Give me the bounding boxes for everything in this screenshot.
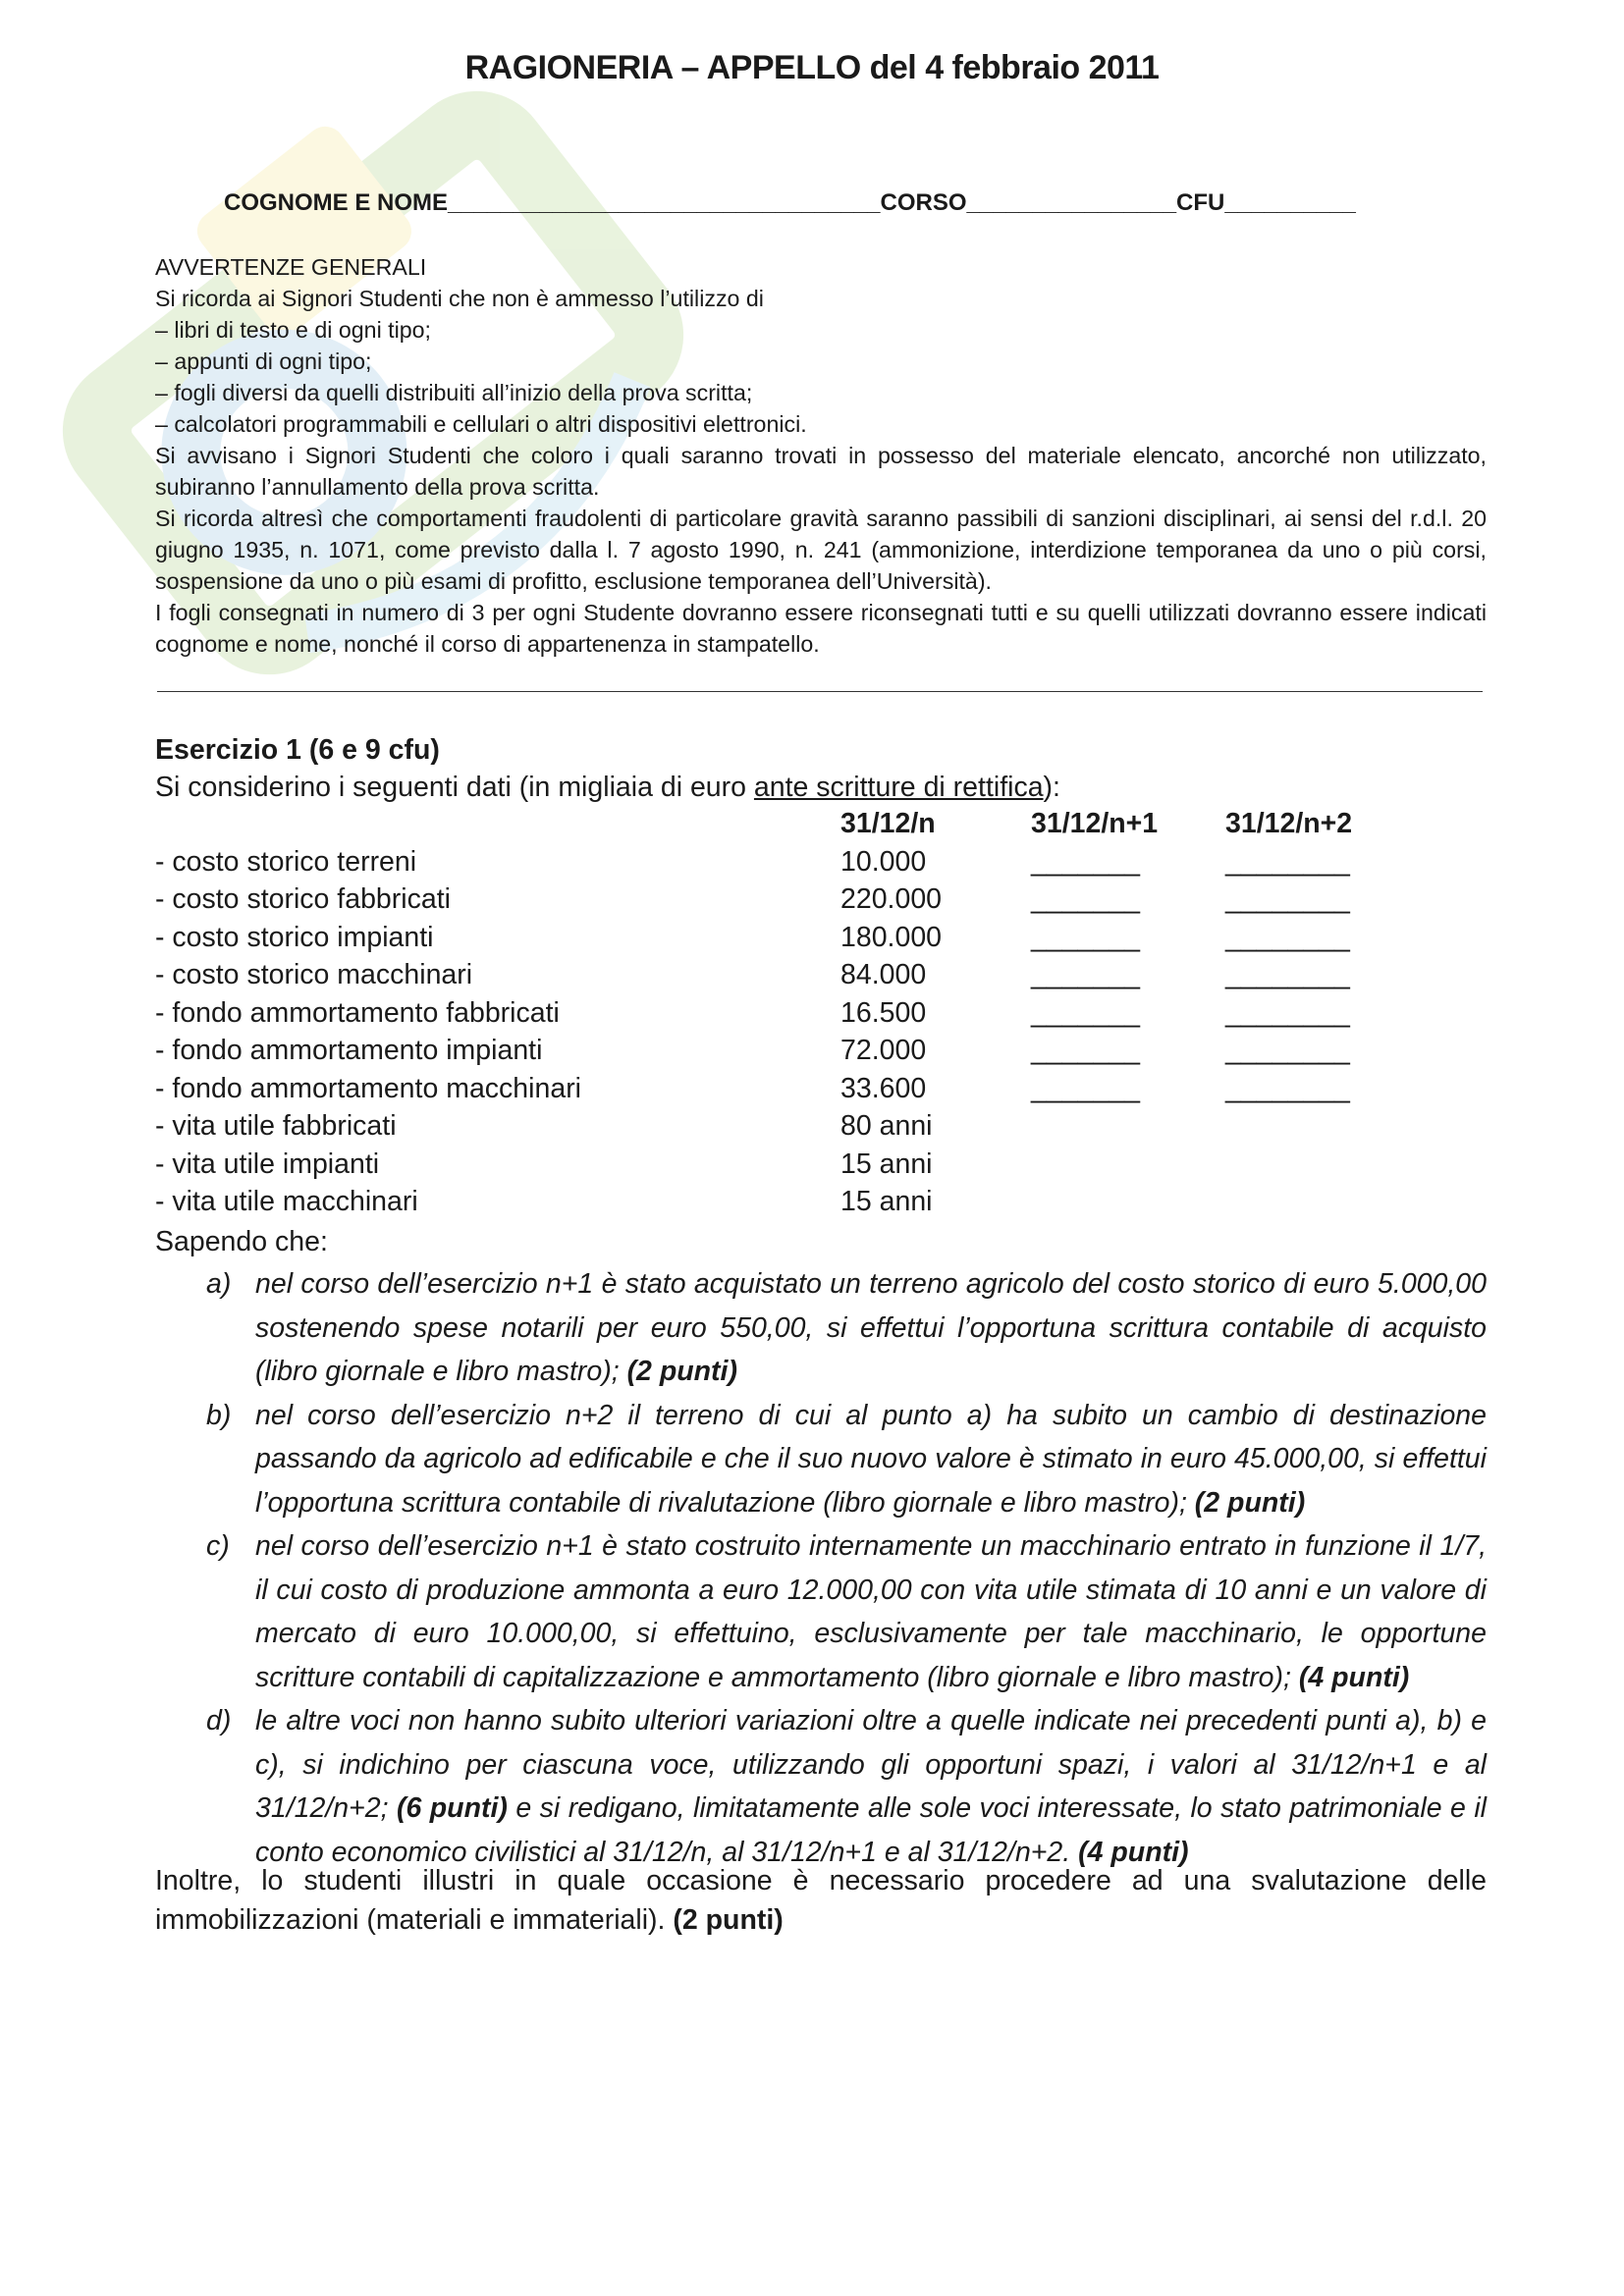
warning-paragraph: Si ricorda altresì che comportamenti fraudolenti di particolare gravità saranno passibili di sanzioni disciplinari, ai sensi del r.d.l. 20 giugno 1935, n. 1071, come previsto dalla l. 7 agosto 1990, n. 241 (ammonizione, interdizione temporanea da uno o più corsi, sospensione da uno o più esami di profitto, esclusione temporanea dell’Università). (155, 506, 1487, 594)
item-label: d) (206, 1705, 232, 1736)
points: (4 punti) (1298, 1661, 1410, 1693)
table-row: - costo storico macchinari 84.000 _______ ________ (155, 959, 1350, 990)
table-row: - costo storico terreni 10.000 _______ ________ (155, 845, 1350, 878)
warning-paragraph: I fogli consegnati in numero di 3 per ogni Studente dovranno essere riconsegnati tutti e su quelli utilizzati dovranno essere indicati cognome e nome, nonché il corso di appartenenza in stampatello. (155, 600, 1487, 657)
task-list (155, 1262, 1487, 1874)
warning-bullet: – libri di testo e di ogni tipo; (155, 317, 431, 343)
points: (2 punti) (626, 1356, 737, 1387)
table-row: - costo storico fabbricati 220.000 _______ ________ (155, 883, 1350, 915)
exercise-intro: Si considerino i seguenti dati (in migliaia di euro ante scritture di rettifica): (155, 772, 1060, 803)
table-row: - fondo ammortamento macchinari 33.600 _______ ________ (155, 1072, 1350, 1104)
table-row: - costo storico impianti 180.000 _______ ________ (155, 921, 1350, 953)
task-item-c: c) nel corso dell’esercizio n+1 è stato costruito internamente un macchinario entrato in funzione il 1/7, il cui costo di produzione ammonta a euro 12.000,00 con vita utile stimata di 10 anni e un valore di mercato di euro 10.000,00, si effettuino, esclusivamente per tale macchinario, le opportune scritture contabili di capitalizzazione e ammortamento (libro giornale e libro mastro); (4 punti) (155, 1524, 1487, 1699)
item-label: b) (206, 1399, 232, 1431)
item-label: a) (206, 1268, 232, 1300)
separator-line (157, 691, 1483, 692)
warning-bullet: – fogli diversi da quelli distribuiti all’inizio della prova scritta; (155, 380, 753, 405)
knowing-label: Sapendo che: (155, 1226, 328, 1257)
data-table (155, 805, 1382, 1221)
task-item-a: a) nel corso dell’esercizio n+1 è stato acquistato un terreno agricolo del costo storico di euro 5.000,00 sostenendo spese notarili per euro 550,00, si effettui l’opportuna scrittura contabile di acquisto (libro giornale e libro mastro); (2 punti) (155, 1262, 1487, 1394)
task-item-d: d) le altre voci non hanno subito ulteriori variazioni oltre a quelle indicate nei precedenti punti a), b) e c), si indichino per ciascuna voce, utilizzando gli opportuni spazi, i valori al 31/12/n+1 e al 31/12/n+2; (6 punti) e si redigano, limitatamente alle sole voci interessate, lo stato patrimoniale e il conto economico civilistici al 31/12/n, al 31/12/n+1 e al 31/12/n+2. (4 punti) (155, 1699, 1487, 1874)
points: (6 punti) (396, 1792, 508, 1824)
table-row: - vita utile macchinari 15 anni (155, 1186, 933, 1217)
table-header-row (155, 805, 1382, 843)
points: (2 punti) (1194, 1486, 1306, 1519)
closing-question: Inoltre, lo studenti illustri in quale occasione è necessario procedere ad una svalutazione delle immobilizzazioni (materiali e immateriali). (2 punti) (155, 1865, 1487, 1936)
warnings-intro: Si ricorda ai Signori Studenti che non è ammesso l’utilizzo di (155, 286, 764, 311)
warning-bullet: – appunti di ogni tipo; (155, 348, 372, 374)
exercise-title: Esercizio 1 (6 e 9 cfu) (155, 734, 440, 766)
column-header: 31/12/n (840, 808, 936, 839)
points: (4 punti) (1078, 1836, 1189, 1868)
table-row: - fondo ammortamento fabbricati 16.500 _______ ________ (155, 996, 1350, 1029)
underlined-phrase: ante scritture di rettifica (753, 772, 1044, 803)
page-title: RAGIONERIA – APPELLO del 4 febbraio 2011 (464, 49, 1160, 86)
warning-bullet: – calcolatori programmabili e cellulari o altri dispositivi elettronici. (155, 411, 807, 437)
task-item-b: b) nel corso dell’esercizio n+2 il terreno di cui al punto a) ha subito un cambio di destinazione passando da agricolo ad edificabile e che il suo nuovo valore è stimato in euro 45.000,00, si effettui l’opportuna scrittura contabile di rivalutazione (libro giornale e libro mastro); (2 punti) (155, 1394, 1487, 1525)
table-row: - vita utile fabbricati 80 anni (155, 1110, 933, 1142)
table-row: - vita utile impianti 15 anni (155, 1148, 933, 1180)
student-id-line: COGNOME E NOME_________________________________CORSO________________CFU__________ (224, 189, 1356, 216)
exercise-header (155, 731, 1490, 806)
column-header: 31/12/n+1 (1031, 808, 1159, 839)
warning-paragraph: Si avvisano i Signori Studenti che coloro i quali saranno trovati in possesso del materiale elencato, ancorché non utilizzato, subiranno l’annullamento della prova scritta. (155, 443, 1487, 500)
item-label: c) (206, 1530, 230, 1562)
warnings-heading: AVVERTENZE GENERALI (155, 254, 427, 280)
column-header: 31/12/n+2 (1225, 808, 1353, 839)
table-row: - fondo ammortamento impianti 72.000 _______ ________ (155, 1035, 1350, 1066)
general-warnings (155, 251, 1487, 660)
points: (2 punti) (673, 1904, 784, 1936)
